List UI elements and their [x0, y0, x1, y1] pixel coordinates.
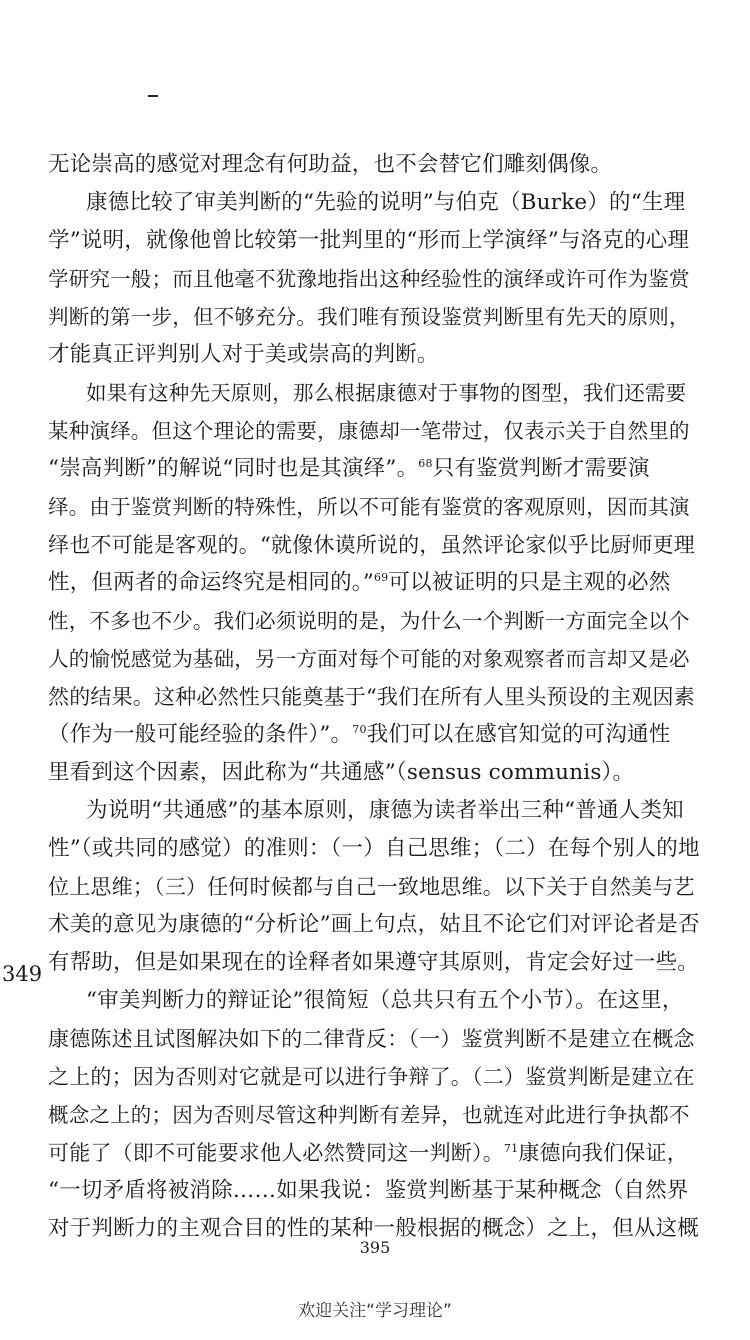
- text-line: 然的结果。这种必然性只能奠基于“我们在所有人里头预设的主观因素: [48, 685, 695, 709]
- page-number: 395: [359, 1238, 391, 1257]
- line-segment: 只有鉴赏判断才需要演: [432, 456, 650, 481]
- text-line: 里看到这个因素，因此称为“共通感”（sensus communis）。: [48, 760, 635, 785]
- margin-page-reference: 349: [2, 962, 43, 986]
- stray-mark: [148, 95, 158, 97]
- text-line: 性，不多也不少。我们必须说明的是，为什么一个判断一方面完全以个: [48, 609, 690, 633]
- text-line: 对于判断力的主观合目的性的某种一般根据的概念）之上，但从这概: [48, 1216, 700, 1241]
- text-line: [48, 1138, 688, 1168]
- text-line: 才能真正评判别人对于美或崇高的判断。: [48, 342, 439, 367]
- text-line: [48, 568, 670, 598]
- text-line: “审美判断力的辩证论”很简短（总共只有五个小节）。在这里，: [86, 988, 684, 1013]
- text-line: 位上思维；（三）任何时候都与自己一致地思维。以下关于自然美与艺: [48, 875, 695, 899]
- text-line: 某种演绎。但这个理论的需要，康德却一笔带过，仅表示关于自然里的: [48, 419, 690, 443]
- text-line: [48, 720, 670, 750]
- text-line: 如果有这种先天原则，那么根据康德对于事物的图型，我们还需要: [86, 381, 687, 405]
- line-segment: （作为一般可能经验的条件）”。: [48, 722, 353, 747]
- text-line: 性”（或共同的感觉）的准则：（一）自己思维；（二）在每个别人的地: [48, 836, 700, 861]
- line-segment: 我们可以在感官知觉的可沟通性: [366, 722, 671, 747]
- text-line: 绎。由于鉴赏判断的特殊性，所以不可能有鉴赏的客观原则，因而其演: [48, 495, 690, 519]
- footnote-ref: 71: [503, 1142, 519, 1155]
- text-line: 人的愉悦感觉为基础，另一方面对每个可能的对象观察者而言却又是必: [48, 647, 690, 671]
- text-line: 康德陈述且试图解决如下的二律背反：（一）鉴赏判断不是建立在概念: [48, 1027, 695, 1051]
- text-line: [48, 454, 650, 484]
- line-segment: 康德向我们保证，: [518, 1141, 688, 1165]
- text-line: 学研究一般；而且他毫不犹豫地指出这种经验性的演绎或许可作为鉴赏: [48, 267, 690, 291]
- footer-watermark: 欢迎关注“学习理论”: [298, 1301, 452, 1321]
- text-line: 无论崇高的感觉对理念有何助益，也不会替它们雕刻偶像。: [48, 152, 613, 177]
- text-line: 学”说明，就像他曾比较第一批判里的“形而上学演绎”与洛克的心理: [48, 228, 690, 253]
- line-segment: 性，但两者的命运终究是相同的。”: [48, 570, 374, 595]
- text-line: 绎也不可能是客观的。“就像休谟所说的，虽然评论家似乎比厨师更理: [48, 533, 695, 557]
- text-line: 概念之上的；因为否则尽管这种判断有差异，也就连对此进行争执都不: [48, 1103, 690, 1127]
- text-line: 术美的意见为康德的“分析论”画上句点，姑且不论它们对评论者是否: [48, 912, 700, 937]
- line-segment: 可以被证明的只是主观的必然: [388, 570, 671, 595]
- footnote-ref: 69: [373, 570, 389, 584]
- text-line: “一切矛盾将被消除……如果我说：鉴赏判断基于某种概念（自然界: [48, 1178, 689, 1203]
- line-segment: 可能了（即不可能要求他人必然赞同这一判断）。: [48, 1141, 504, 1165]
- line-segment: “崇高判断”的解说“同时也是其演绎”。: [48, 456, 419, 481]
- footnote-ref: 70: [352, 722, 367, 736]
- text-line: 为说明“共通感”的基本原则，康德为读者举出三种“普通人类知: [86, 798, 684, 823]
- text-line: 有帮助，但是如果现在的诠释者如果遵守其原则，肯定会好过一些。: [48, 950, 700, 975]
- text-line: 之上的；因为否则对它就是可以进行争辩了。（二）鉴赏判断是建立在: [48, 1065, 695, 1089]
- text-line: 康德比较了审美判断的“先验的说明”与伯克（Burke）的“生理: [86, 190, 686, 215]
- text-line: 判断的第一步，但不够充分。我们唯有预设鉴赏判断里有先天的原则，: [48, 305, 690, 329]
- footnote-ref: 68: [418, 456, 433, 470]
